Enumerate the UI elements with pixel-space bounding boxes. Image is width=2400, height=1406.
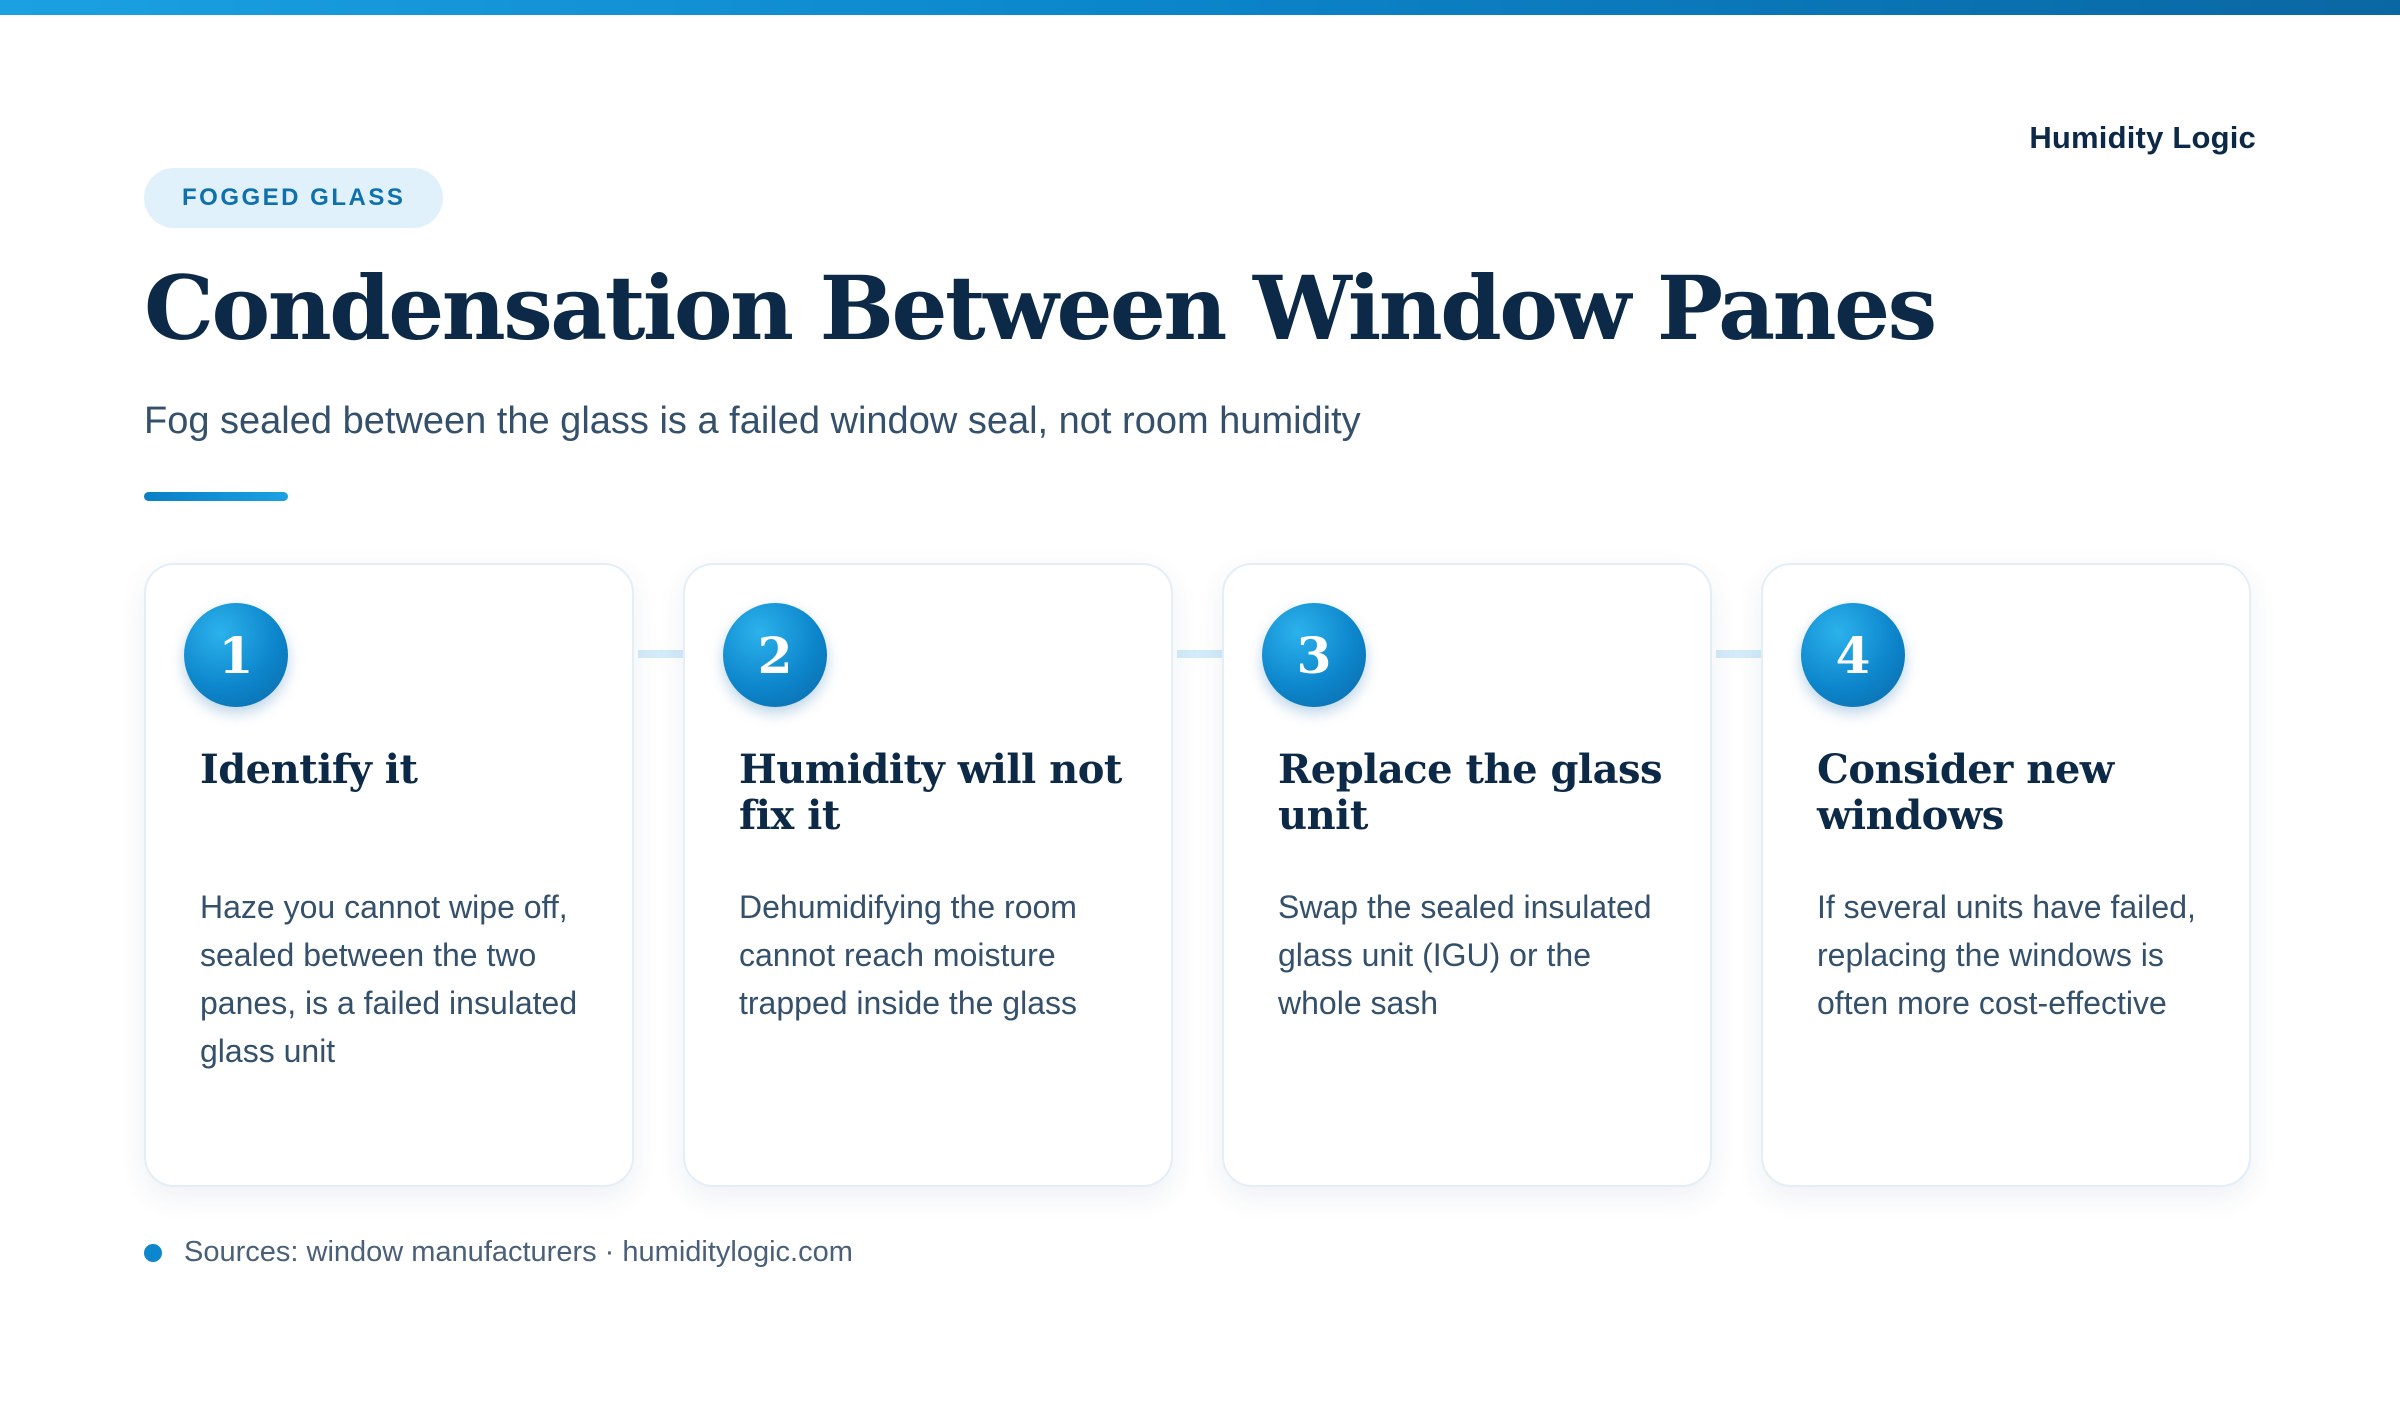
category-tag: FOGGED GLASS (144, 168, 443, 228)
sources-text: Sources: window manufacturers · humiditylogic.com (184, 1236, 853, 1268)
step-title: Replace the glass unit (1278, 746, 1663, 839)
step-number-badge: 1 (184, 603, 288, 707)
step-description: Haze you cannot wipe off, sealed between the two panes, is a failed insulated glass unit (200, 889, 578, 1069)
step-card-2 (683, 563, 1173, 1187)
page-title: Condensation Between Window Panes (144, 256, 1935, 360)
step-title: Consider new windows (1817, 746, 2114, 839)
bullet-dot-icon (144, 1244, 162, 1262)
step-card-4 (1761, 563, 2251, 1187)
step-number-badge: 3 (1262, 603, 1366, 707)
brand-name: Humidity Logic (2029, 120, 2256, 155)
step-number-badge: 4 (1801, 603, 1905, 707)
top-accent-bar (0, 0, 2400, 15)
step-description: Swap the sealed insulated glass unit (IGU) or the whole sash (1278, 889, 1652, 1021)
step-description: If several units have failed, replacing the windows is often more cost-effective (1817, 889, 2196, 1021)
step-title: Identify it (200, 746, 418, 793)
step-description: Dehumidifying the room cannot reach moisture trapped inside the glass (739, 889, 1077, 1021)
title-underline (144, 492, 288, 501)
step-card-3 (1222, 563, 1712, 1187)
step-card-1 (144, 563, 634, 1187)
step-title: Humidity will not fix it (739, 746, 1122, 839)
page-subtitle: Fog sealed between the glass is a failed window seal, not room humidity (144, 400, 1361, 442)
sources-footer (144, 1236, 853, 1269)
step-number-badge: 2 (723, 603, 827, 707)
